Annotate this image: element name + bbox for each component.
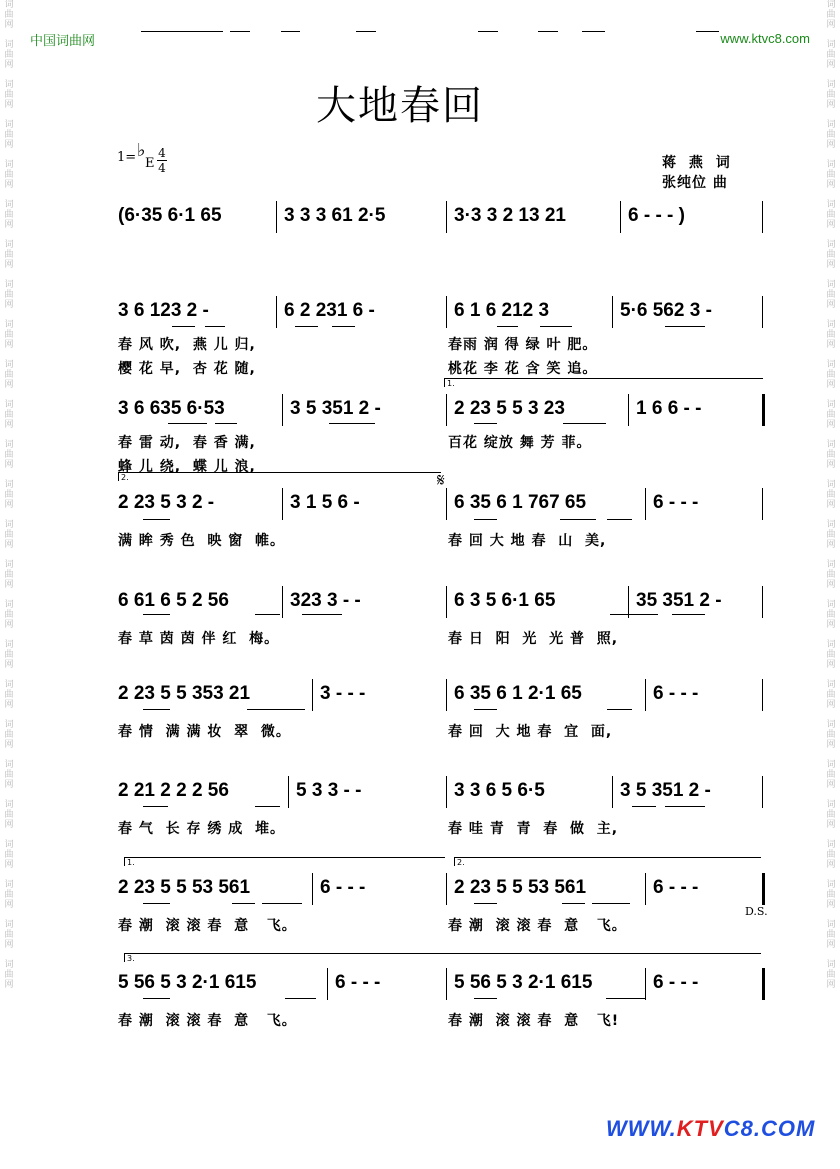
lyric-line: 春 日 阳 光 光 普 照, [448, 631, 619, 647]
barline [762, 296, 763, 328]
note-underline [560, 519, 596, 520]
measure-notes: 6 3 5 6·1 65 [454, 590, 556, 611]
note-underline [283, 709, 305, 710]
barline [620, 201, 621, 233]
barline [645, 873, 646, 905]
note-underline [665, 806, 705, 807]
flat-icon: ♭ [137, 140, 146, 161]
note-underline [198, 31, 218, 32]
note-underline [247, 709, 283, 710]
lyric-line: 春 潮 滚 滚 春 意 飞。 [118, 918, 297, 934]
barline [762, 679, 763, 711]
lyricist-credit: 蒋 燕 词 [662, 155, 734, 171]
note-underline [332, 326, 355, 327]
barline [282, 394, 283, 426]
barline [276, 296, 277, 328]
measure-notes: 323 3 - - [290, 590, 361, 611]
lyric-line: 春 风 吹, 燕 儿 归, [118, 337, 256, 353]
measure-notes: 6 - - - [653, 877, 699, 898]
lyric-line: 春 雷 动, 春 香 满, [118, 435, 256, 451]
measure-notes: 6 - - - [335, 972, 381, 993]
lyric-line: 春 气 长 存 绣 成 堆。 [118, 821, 285, 837]
measure-notes: 6 2 231 6 - [284, 300, 375, 321]
measure-notes: 6 1 6 212 3 [454, 300, 550, 321]
note-underline [474, 998, 497, 999]
volta-bracket [444, 378, 763, 387]
note-underline [632, 614, 658, 615]
lyric-line: 百花 绽放 舞 芳 菲。 [448, 435, 592, 451]
lyric-line-2: 桃花 李 花 含 笑 追。 [448, 361, 598, 377]
barline [762, 968, 765, 1000]
measure-notes: 3 5 351 2 - [620, 780, 711, 801]
note-underline [143, 903, 170, 904]
lyric-line: 春 草 茵 茵 伴 红 梅。 [118, 631, 280, 647]
note-underline [356, 31, 376, 32]
note-underline [632, 806, 656, 807]
note-underline [143, 614, 170, 615]
note-underline [329, 423, 375, 424]
note-underline [582, 31, 605, 32]
note-underline [281, 31, 300, 32]
barline [276, 201, 277, 233]
measure-notes: 5 56 5 3 2·1 615 [118, 972, 257, 993]
time-signature [157, 146, 167, 175]
barline [312, 873, 313, 905]
lyric-line: 春 回 大 地 春 山 美, [448, 533, 607, 549]
measure-notes: 5 56 5 3 2·1 615 [454, 972, 593, 993]
volta-number: 1. [447, 379, 455, 388]
note-underline [262, 903, 302, 904]
logo-ktv: KTV [676, 1116, 724, 1141]
barline [446, 201, 447, 233]
note-underline [205, 326, 225, 327]
note-underline [497, 326, 518, 327]
measure-notes: 2 23 5 5 53 561 [118, 877, 251, 898]
footer-logo[interactable] [606, 1116, 815, 1142]
volta-bracket [124, 857, 445, 866]
lyric-line: 春 情 满 满 妆 翠 微。 [118, 724, 291, 740]
logo-suffix: .COM [753, 1116, 816, 1141]
measure-notes: 1 6 6 - - [636, 398, 702, 419]
volta-bracket [124, 953, 761, 962]
barline [446, 873, 447, 905]
note-underline [172, 326, 195, 327]
barline [762, 201, 763, 233]
measure-notes: 2 23 5 3 2 - [118, 492, 215, 513]
measure-notes: 6 - - - ) [628, 205, 685, 226]
barline [612, 776, 613, 808]
barline [762, 776, 763, 808]
logo-prefix: WWW. [606, 1116, 677, 1141]
volta-number: 3. [127, 954, 135, 963]
barline [312, 679, 313, 711]
note-underline [607, 709, 632, 710]
barline [612, 296, 613, 328]
note-underline [474, 903, 497, 904]
barline [446, 776, 447, 808]
lyric-line: 春 哇 青 青 春 做 主, [448, 821, 619, 837]
volta-bracket [118, 472, 441, 481]
site-name[interactable]: 中国词曲网 [30, 34, 96, 49]
barline [645, 488, 646, 520]
barline [628, 394, 629, 426]
measure-notes: 2 23 5 5 53 561 [454, 877, 587, 898]
measure-notes: 2 21 2 2 2 56 [118, 780, 229, 801]
note-underline [478, 31, 498, 32]
barline [327, 968, 328, 1000]
barline [645, 679, 646, 711]
measure-notes: 3 6 635 6·53 [118, 398, 225, 419]
volta-number: 1. [127, 858, 135, 867]
time-top: 4 [158, 146, 166, 160]
volta-bracket [454, 857, 761, 866]
composer-credit: 张纯位 曲 [662, 175, 728, 191]
barline [446, 296, 447, 328]
note-underline [563, 423, 606, 424]
lyric-line: 春雨 润 得 绿 叶 肥。 [448, 337, 598, 353]
lyric-line-2: 蜂 儿 绕, 蝶 儿 浪, [118, 459, 256, 475]
note-underline [143, 519, 170, 520]
segno-icon: 𝄋 [437, 470, 445, 491]
measure-notes: 2 23 5 5 3 23 [454, 398, 565, 419]
measure-notes: 3·3 3 2 13 21 [454, 205, 566, 226]
barline [762, 394, 765, 426]
song-title: 大地春回 [316, 83, 484, 129]
measure-notes: 6 61 6 5 2 56 [118, 590, 229, 611]
measure-notes: 3 1 5 6 - [290, 492, 360, 513]
lyric-line: 春 潮 滚 滚 春 意 飞! [448, 1013, 620, 1029]
barline [288, 776, 289, 808]
note-underline [607, 519, 632, 520]
note-underline [295, 326, 318, 327]
barline [446, 968, 447, 1000]
note-underline [606, 998, 645, 999]
note-underline [143, 709, 170, 710]
barline [446, 488, 447, 520]
note-underline [672, 614, 705, 615]
measure-notes: 3 5 351 2 - [290, 398, 381, 419]
note-underline [215, 423, 237, 424]
note-underline [230, 31, 250, 32]
note-underline [143, 806, 168, 807]
measure-notes: 2 23 5 5 353 21 [118, 683, 251, 704]
measure-notes: 6 - - - [653, 972, 699, 993]
measure-notes: 3 - - - [320, 683, 366, 704]
note-underline [540, 326, 572, 327]
note-underline [168, 423, 207, 424]
measure-notes: 3 6 123 2 - [118, 300, 209, 321]
note-underline [232, 903, 255, 904]
barline [762, 586, 763, 618]
barline [282, 488, 283, 520]
barline [282, 586, 283, 618]
note-underline [665, 326, 705, 327]
measure-notes: (6·35 6·1 65 [118, 205, 222, 226]
barline [762, 488, 763, 520]
note-underline [474, 423, 497, 424]
note-underline [474, 519, 497, 520]
measure-notes: 5 3 3 - - [296, 780, 362, 801]
barline [762, 873, 765, 905]
note-underline [255, 614, 280, 615]
lyric-line: 春 潮 滚 滚 春 意 飞。 [448, 918, 627, 934]
note-underline [562, 903, 585, 904]
note-underline [143, 998, 170, 999]
note-underline [255, 806, 280, 807]
volta-number: 2. [457, 858, 465, 867]
measure-notes: 6 - - - [653, 683, 699, 704]
note-underline [610, 614, 632, 615]
note-underline [592, 903, 630, 904]
key-signature [117, 140, 166, 175]
lyric-line-2: 樱 花 早, 杏 花 随, [118, 361, 256, 377]
barline [446, 586, 447, 618]
measure-notes: 3 3 3 61 2·5 [284, 205, 386, 226]
time-bottom: 4 [158, 161, 166, 175]
key-note: E [145, 156, 155, 171]
ds-marking: D.S. [745, 905, 768, 918]
site-url[interactable]: www.ktvc8.com [720, 31, 810, 46]
lyric-line: 春 回 大 地 春 宜 面, [448, 724, 613, 740]
measure-notes: 3 3 6 5 6·5 [454, 780, 545, 801]
volta-number: 2. [121, 473, 129, 482]
measure-notes: 6 - - - [320, 877, 366, 898]
side-watermark-right: 词 曲 网 词 曲 网 词 曲 网 词 曲 网 词 曲 网 词 曲 网 词 曲 网 词 曲 网 词 曲 网 词 曲 网 词 曲 网 词 曲 网 词 曲 网 词 曲 网 词 曲 网 词 曲 网 词 曲 网 词 曲 网 词 曲 网 词 曲 网 词 曲 网 词 曲 网 词 曲 网 词 曲 网 词 曲 网 [826, 0, 836, 990]
barline [446, 679, 447, 711]
note-underline [474, 709, 497, 710]
note-underline [302, 614, 342, 615]
key-label: 1= [117, 150, 137, 165]
side-watermark-left: 词 曲 网 词 曲 网 词 曲 网 词 曲 网 词 曲 网 词 曲 网 词 曲 网 词 曲 网 词 曲 网 词 曲 网 词 曲 网 词 曲 网 词 曲 网 词 曲 网 词 曲 网 词 曲 网 词 曲 网 词 曲 网 词 曲 网 词 曲 网 词 曲 网 词 曲 网 词 曲 网 词 曲 网 词 曲 网 [4, 0, 14, 990]
barline [645, 968, 646, 1000]
measure-notes: 6 - - - [653, 492, 699, 513]
barline [446, 394, 447, 426]
lyric-line: 满 眸 秀 色 映 窗 帷。 [118, 533, 285, 549]
note-underline [285, 998, 316, 999]
note-underline [696, 31, 719, 32]
measure-notes: 5·6 562 3 - [620, 300, 712, 321]
measure-notes: 35 351 2 - [636, 590, 722, 611]
logo-c8: C8 [723, 1116, 754, 1141]
measure-notes: 6 35 6 1 767 65 [454, 492, 587, 513]
note-underline [538, 31, 558, 32]
measure-notes: 6 35 6 1 2·1 65 [454, 683, 582, 704]
lyric-line: 春 潮 滚 滚 春 意 飞。 [118, 1013, 297, 1029]
